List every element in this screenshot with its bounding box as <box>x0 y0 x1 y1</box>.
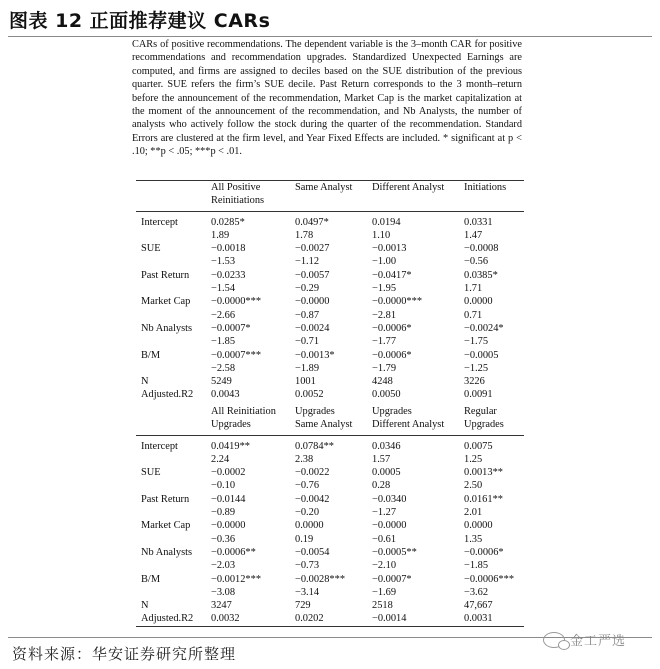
row-label: Market Cap <box>141 520 191 532</box>
figure-title: 图表 12 正面推荐建议 CARs <box>9 10 271 32</box>
stat-cell: 0.0032 <box>211 613 240 625</box>
row-label: Past Return <box>141 269 190 281</box>
stat-cell: −0.0014 <box>372 613 407 625</box>
t-stat-cell: −0.73 <box>295 560 320 572</box>
t-stat-cell: −1.95 <box>372 283 397 295</box>
t-stat-cell: 1.71 <box>464 283 483 295</box>
coef-cell: −0.0013* <box>295 349 335 361</box>
header-line: Regular <box>464 406 497 417</box>
coef-cell: 0.0000 <box>295 520 324 532</box>
row-label-blank <box>136 559 211 572</box>
t-stat-cell: −2.66 <box>211 309 236 321</box>
stat-cell: 729 <box>295 600 311 612</box>
header-cell <box>295 405 372 435</box>
coef-cell: −0.0000*** <box>211 296 262 308</box>
stat-cell: 0.0202 <box>295 613 324 625</box>
header-cell <box>136 181 211 212</box>
coef-cell: −0.0002 <box>211 467 246 479</box>
table-row <box>136 375 524 388</box>
t-stat-cell: 1.89 <box>211 229 230 241</box>
top-divider <box>8 36 652 37</box>
coef-cell: 0.0497* <box>295 216 329 228</box>
row-label-blank <box>136 586 211 599</box>
row-label-blank <box>136 255 211 268</box>
header-cell <box>372 405 464 435</box>
row-label-blank <box>136 506 211 519</box>
table-row <box>136 295 524 308</box>
coef-cell: −0.0057 <box>295 269 330 281</box>
t-stat-cell: −1.69 <box>372 586 397 598</box>
t-stat-cell: −1.75 <box>464 336 489 348</box>
t-stat-cell: −2.81 <box>372 309 397 321</box>
table-row <box>136 322 524 335</box>
coef-cell: −0.0042 <box>295 493 330 505</box>
t-stat-cell: 0.19 <box>295 533 314 545</box>
table-row <box>136 211 524 229</box>
table-row <box>136 533 524 546</box>
coef-cell: −0.0007* <box>372 573 412 585</box>
header-line: Upgrades <box>295 406 335 417</box>
t-stat-cell: −2.03 <box>211 560 236 572</box>
header-line: Initiations <box>464 182 507 193</box>
t-stat-cell: −2.10 <box>372 560 397 572</box>
row-label: N <box>141 600 149 612</box>
header-line: Reinitiations <box>211 195 265 207</box>
header-line: Upgrades <box>372 406 412 417</box>
stat-cell: 1001 <box>295 376 316 388</box>
coef-cell: 0.0013** <box>464 467 503 479</box>
row-label: SUE <box>141 243 161 255</box>
coef-cell: 0.0000 <box>464 520 493 532</box>
stat-cell: 3226 <box>464 376 485 388</box>
header-cell <box>211 181 295 212</box>
header-line: Same Analyst <box>295 182 353 193</box>
coef-cell: −0.0006* <box>372 349 412 361</box>
coef-cell: −0.0417* <box>372 269 412 281</box>
t-stat-cell: 1.10 <box>372 229 391 241</box>
row-label-blank <box>136 335 211 348</box>
t-stat-cell: −1.54 <box>211 283 236 295</box>
t-stat-cell: −0.76 <box>295 480 320 492</box>
stat-cell: 3247 <box>211 600 232 612</box>
table-row <box>136 349 524 362</box>
coef-cell: −0.0000 <box>295 296 330 308</box>
coef-cell: 0.0419** <box>211 440 250 452</box>
table-row <box>136 546 524 559</box>
row-label: B/M <box>141 349 161 361</box>
t-stat-cell: −1.89 <box>295 362 320 374</box>
coef-cell: −0.0022 <box>295 467 330 479</box>
header-cell <box>295 181 372 212</box>
coef-cell: 0.0385* <box>464 269 498 281</box>
row-label: Nb Analysts <box>141 546 193 558</box>
row-label: Intercept <box>141 216 178 228</box>
t-stat-cell: −3.14 <box>295 586 320 598</box>
t-stat-cell: −1.77 <box>372 336 397 348</box>
coef-cell: −0.0018 <box>211 243 246 255</box>
header-cell <box>464 405 524 435</box>
regression-table-positive <box>136 180 524 402</box>
t-stat-cell: 1.25 <box>464 453 483 465</box>
row-label-blank <box>136 533 211 546</box>
coef-cell: 0.0285* <box>211 216 245 228</box>
stat-cell: 0.0043 <box>211 389 240 401</box>
t-stat-cell: 2.38 <box>295 453 314 465</box>
row-label-blank <box>136 309 211 322</box>
coef-cell: 0.0075 <box>464 440 493 452</box>
header-cell <box>372 181 464 212</box>
t-stat-cell: −0.20 <box>295 507 320 519</box>
table-row <box>136 453 524 466</box>
table-row <box>136 362 524 375</box>
table-row <box>136 479 524 492</box>
coef-cell: −0.0233 <box>211 269 246 281</box>
row-label-blank <box>136 282 211 295</box>
t-stat-cell: −0.89 <box>211 507 236 519</box>
t-stat-cell: −1.25 <box>464 362 489 374</box>
coef-cell: −0.0006* <box>464 546 504 558</box>
coef-cell: −0.0024* <box>464 322 504 334</box>
header-line: All Reinitiation <box>211 406 276 417</box>
t-stat-cell: 1.78 <box>295 229 314 241</box>
t-stat-cell: −1.53 <box>211 256 236 268</box>
coef-cell: −0.0000*** <box>372 296 423 308</box>
t-stat-cell: −0.36 <box>211 533 236 545</box>
table-row <box>136 599 524 612</box>
table-row <box>136 586 524 599</box>
coef-cell: −0.0027 <box>295 243 330 255</box>
table-row <box>136 255 524 268</box>
coef-cell: 0.0346 <box>372 440 401 452</box>
coef-cell: 0.0331 <box>464 216 493 228</box>
header-line: Different Analyst <box>372 182 445 193</box>
t-stat-cell: 2.24 <box>211 453 230 465</box>
coef-cell: 0.0161** <box>464 493 503 505</box>
t-stat-cell: −0.56 <box>464 256 489 268</box>
header-line: Upgrades <box>464 419 504 431</box>
stat-cell: 0.0052 <box>295 389 324 401</box>
header-line: All Positive <box>211 182 261 193</box>
header-line: Same Analyst <box>295 419 353 431</box>
row-label: Adjusted.R2 <box>141 613 194 625</box>
coef-cell: −0.0028*** <box>295 573 346 585</box>
t-stat-cell: −0.71 <box>295 336 320 348</box>
t-stat-cell: 0.28 <box>372 480 391 492</box>
t-stat-cell: −0.87 <box>295 309 320 321</box>
header-cell <box>464 181 524 212</box>
coef-cell: −0.0340 <box>372 493 407 505</box>
coef-cell: −0.0005 <box>464 349 499 361</box>
coef-cell: −0.0144 <box>211 493 246 505</box>
table-row <box>136 229 524 242</box>
row-label-blank <box>136 479 211 492</box>
table-row <box>136 335 524 348</box>
t-stat-cell: −0.61 <box>372 533 397 545</box>
row-label: Nb Analysts <box>141 322 193 334</box>
row-label: SUE <box>141 467 161 479</box>
table-caption: CARs of positive recommendations. The dependent variable is the 3–month CAR for positive recommendations and recommendation upgrades. Standardized Unexpected Earnings are computed, and firms are assigned to deciles based on the SUE distribution of the previous quarter. SUE refers the firm’s SUE decile. Past Return corresponds to the 3 month–return before the announcement of the recommendation, Market Cap is the market capitalization at the moment of the announcement of the recommendation, and Nb Analysts, the number of analysts who actively follow the stock during the quarter of the recommendation. Standard Errors are clustered at the firm level, and Year Fixed Effects are included. * significant at p < .10; **p < .05; ***p < .01. <box>132 39 522 158</box>
coef-cell: −0.0012*** <box>211 573 262 585</box>
t-stat-cell: −0.10 <box>211 480 236 492</box>
t-stat-cell: −1.85 <box>211 336 236 348</box>
t-stat-cell: −3.08 <box>211 586 236 598</box>
coef-cell: −0.0006*** <box>464 573 515 585</box>
stat-cell: 0.0031 <box>464 613 493 625</box>
coef-cell: −0.0007* <box>211 322 251 334</box>
t-stat-cell: 2.50 <box>464 480 483 492</box>
table-row <box>136 242 524 255</box>
table-row <box>136 559 524 572</box>
coef-cell: −0.0024 <box>295 322 330 334</box>
row-label-blank <box>136 453 211 466</box>
coef-cell: 0.0000 <box>464 296 493 308</box>
coef-cell: 0.0784** <box>295 440 334 452</box>
regression-table-upgrades <box>136 405 524 627</box>
coef-cell: −0.0013 <box>372 243 407 255</box>
t-stat-cell: 2.01 <box>464 507 483 519</box>
coef-cell: −0.0054 <box>295 546 330 558</box>
table-row <box>136 506 524 519</box>
table-row <box>136 493 524 506</box>
t-stat-cell: −2.58 <box>211 362 236 374</box>
coef-cell: −0.0005** <box>372 546 417 558</box>
stat-cell: 0.0091 <box>464 389 493 401</box>
table-row <box>136 612 524 626</box>
row-label: B/M <box>141 573 161 585</box>
t-stat-cell: −1.12 <box>295 256 320 268</box>
t-stat-cell: −0.29 <box>295 283 320 295</box>
header-cell <box>211 405 295 435</box>
table-row <box>136 388 524 401</box>
coef-cell: −0.0008 <box>464 243 499 255</box>
table-row <box>136 519 524 532</box>
stat-cell: 5249 <box>211 376 232 388</box>
table-header-row <box>136 181 524 212</box>
table-row <box>136 466 524 479</box>
coef-cell: −0.0006* <box>372 322 412 334</box>
t-stat-cell: −3.62 <box>464 586 489 598</box>
table-row <box>136 573 524 586</box>
watermark <box>543 630 626 649</box>
row-label: Adjusted.R2 <box>141 389 194 401</box>
table-row <box>136 435 524 453</box>
header-line: Different Analyst <box>372 419 445 431</box>
table-row <box>136 309 524 322</box>
t-stat-cell: −1.00 <box>372 256 397 268</box>
stat-cell: 47,667 <box>464 600 493 612</box>
t-stat-cell: 1.57 <box>372 453 391 465</box>
row-label-blank <box>136 229 211 242</box>
row-label: N <box>141 376 149 388</box>
t-stat-cell: 1.47 <box>464 229 483 241</box>
row-label: Intercept <box>141 440 178 452</box>
header-line: Upgrades <box>211 419 251 431</box>
t-stat-cell: −1.27 <box>372 507 397 519</box>
stat-cell: 2518 <box>372 600 393 612</box>
row-label: Market Cap <box>141 296 191 308</box>
t-stat-cell: 1.35 <box>464 533 483 545</box>
coef-cell: 0.0005 <box>372 467 401 479</box>
coef-cell: −0.0000 <box>211 520 246 532</box>
table-row <box>136 269 524 282</box>
stat-cell: 4248 <box>372 376 393 388</box>
wechat-icon <box>543 632 565 648</box>
stat-cell: 0.0050 <box>372 389 401 401</box>
table-row <box>136 282 524 295</box>
coef-cell: −0.0000 <box>372 520 407 532</box>
header-cell <box>136 405 211 435</box>
t-stat-cell: −1.79 <box>372 362 397 374</box>
t-stat-cell: 0.71 <box>464 309 483 321</box>
source-note: 资料来源：华安证券研究所整理 <box>12 645 237 663</box>
t-stat-cell: −1.85 <box>464 560 489 572</box>
table-header-row <box>136 405 524 435</box>
row-label: Past Return <box>141 493 190 505</box>
coef-cell: 0.0194 <box>372 216 401 228</box>
coef-cell: −0.0007*** <box>211 349 262 361</box>
coef-cell: −0.0006** <box>211 546 256 558</box>
row-label-blank <box>136 362 211 375</box>
watermark-text: 金工严选 <box>570 634 627 649</box>
